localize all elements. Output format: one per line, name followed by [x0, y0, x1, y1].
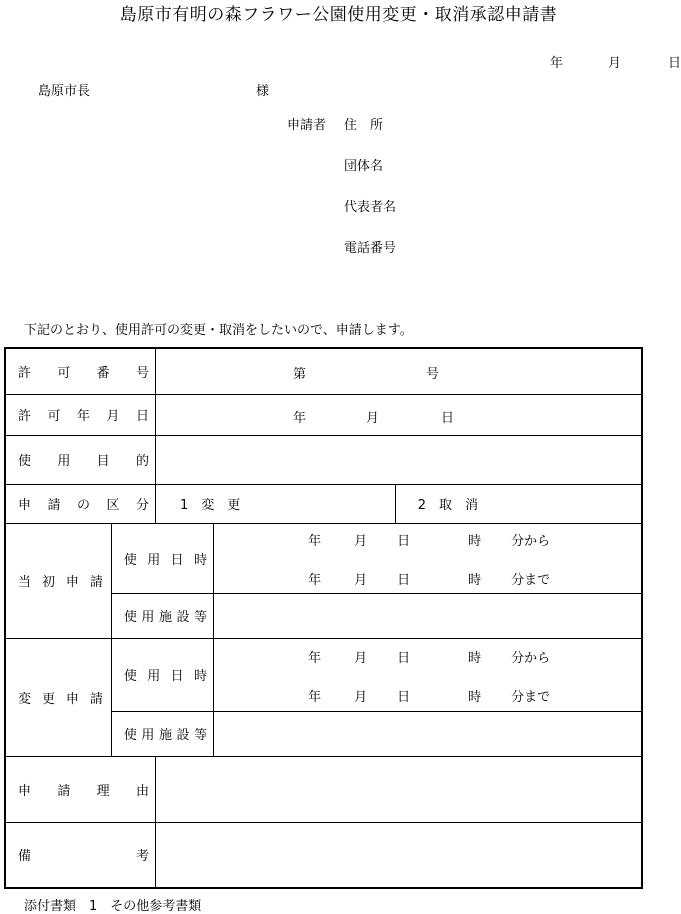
row-reason [5, 756, 642, 822]
application-form-table [4, 347, 643, 889]
changed-start-month: 月 [354, 651, 368, 666]
changed-datetime-label: 使 用 日 時 [111, 638, 213, 711]
row-permit-date [5, 394, 642, 435]
changed-end-year: 年 [308, 690, 322, 705]
attachment-note: 添付書類 1 その他参考書類 [24, 899, 202, 914]
applicant-label: 申請者 [287, 118, 327, 133]
permit-number-label: 許 可 番 号 [5, 348, 155, 394]
category-option-cancel-text: 2 取 消 [417, 498, 478, 513]
changed-end-minute: 分まで [511, 690, 551, 705]
permit-date-year: 年 [292, 411, 306, 426]
applicant-phone-label: 電話番号 [344, 241, 397, 256]
changed-start-year: 年 [308, 651, 322, 666]
original-start-hour: 時 [468, 534, 482, 549]
row-remarks [5, 822, 642, 888]
statement-text: 下記のとおり、使用許可の変更・取消をしたいので、申請します。 [24, 323, 413, 338]
changed-facility-field[interactable] [214, 711, 642, 756]
row-changed-datetime [5, 638, 642, 711]
addressee-name: 島原市長 [38, 84, 91, 99]
category-label: 申 請 の 区 分 [5, 484, 155, 523]
changed-start-hour: 時 [468, 651, 482, 666]
row-purpose [5, 435, 642, 484]
changed-datetime-field[interactable] [214, 638, 642, 711]
original-end-hour: 時 [468, 573, 482, 588]
applicant-representative-label: 代表者名 [344, 200, 397, 215]
reason-label: 申 請 理 由 [5, 756, 155, 822]
permit-number-field[interactable] [155, 348, 642, 394]
original-end-year: 年 [308, 573, 322, 588]
original-start-year: 年 [308, 534, 322, 549]
category-option-change-text: 1 変 更 [179, 498, 241, 513]
original-end-minute: 分まで [511, 573, 551, 588]
reason-field[interactable] [155, 756, 642, 822]
category-option-change[interactable] [155, 484, 395, 523]
page-title: 島原市有明の森フラワー公園使用変更・取消承認申請書 [119, 5, 558, 25]
changed-application-label: 変 更 申 請 [5, 638, 111, 756]
row-permit-number [5, 348, 642, 394]
permit-number-prefix: 第 [292, 367, 306, 383]
date-day-label: 日 [668, 56, 681, 71]
changed-end-day: 日 [397, 690, 411, 705]
remarks-field[interactable] [155, 822, 642, 888]
purpose-label: 使 用 目 的 [5, 435, 155, 484]
date-year-label: 年 [550, 56, 564, 71]
original-start-day: 日 [397, 534, 411, 549]
original-facility-label: 使 用 施 設 等 [111, 593, 213, 638]
applicant-group-label: 団体名 [344, 159, 384, 174]
row-original-datetime [5, 523, 642, 593]
permit-date-month: 月 [365, 411, 379, 426]
addressee-honorific: 様 [256, 84, 270, 99]
original-datetime-field[interactable] [214, 523, 642, 593]
changed-end-hour: 時 [468, 690, 482, 705]
row-category [5, 484, 642, 523]
changed-start-minute: 分から [511, 651, 551, 666]
date-month-label: 月 [608, 56, 622, 71]
original-start-month: 月 [354, 534, 368, 549]
permit-date-day: 日 [440, 411, 454, 426]
original-start-minute: 分から [511, 534, 551, 549]
original-end-month: 月 [354, 573, 368, 588]
permit-number-suffix: 号 [425, 367, 439, 383]
changed-facility-label: 使 用 施 設 等 [111, 711, 213, 756]
remarks-label: 備 考 [5, 822, 155, 888]
original-facility-field[interactable] [214, 593, 642, 638]
original-end-day: 日 [397, 573, 411, 588]
original-datetime-label: 使 用 日 時 [111, 523, 213, 593]
changed-end-month: 月 [354, 690, 368, 705]
changed-start-day: 日 [397, 651, 411, 666]
category-option-cancel[interactable] [395, 484, 642, 523]
purpose-field[interactable] [155, 435, 642, 484]
permit-date-field[interactable] [155, 394, 642, 435]
permit-date-label: 許 可 年 月 日 [5, 394, 155, 435]
original-application-label: 当 初 申 請 [5, 523, 111, 638]
applicant-address-label: 住 所 [344, 118, 384, 133]
